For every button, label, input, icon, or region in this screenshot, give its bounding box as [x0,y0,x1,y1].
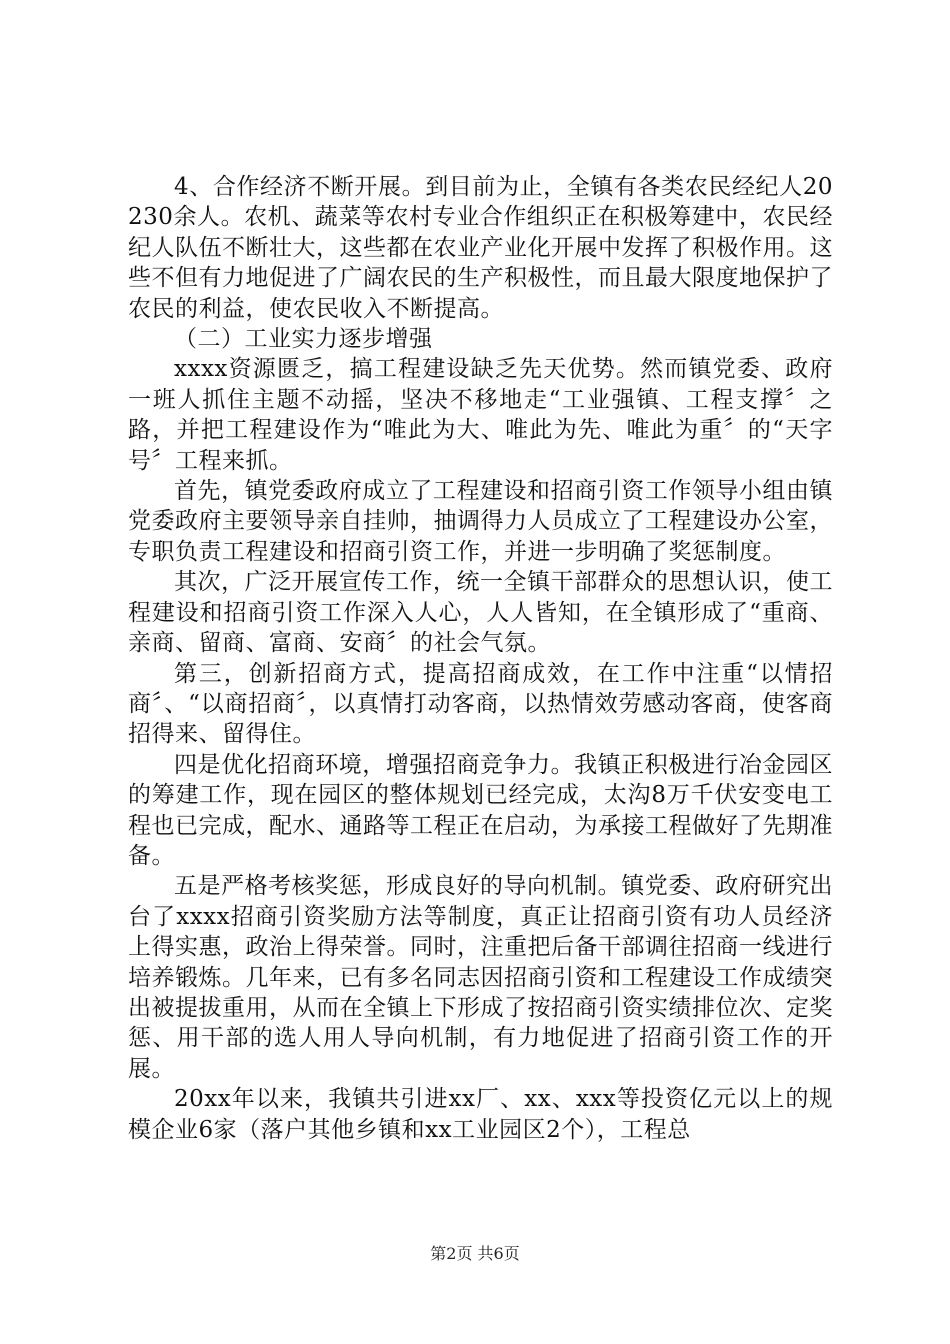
paragraph-resources: xxxx资源匮乏，搞工程建设缺乏先天优势。然而镇党委、政府一班人抓住主题不动摇，坚决不移地走“工业强镇、工程支撑〞之路，并把工程建设作为“唯此为大、唯此为先、唯此为重〞的“天字号〞工程来抓。 [128,356,833,474]
paragraph-cooperative-economy: 4、合作经济不断开展。到目前为止，全镇有各类农民经纪人20230余人。农机、蔬菜等农村专业合作组织正在积极筹建中，农民经纪人队伍不断壮大，这些都在农业产业化开展中发挥了积极作用。这些不但有力地促进了广阔农民的生产积极性，而且最大限度地保护了农民的利益，使农民收入不断提高。 [128,174,833,322]
paragraph-first: 首先，镇党委政府成立了工程建设和招商引资工作领导小组由镇党委政府主要领导亲自挂帅，抽调得力人员成立了工程建设办公室，专职负责工程建设和招商引资工作，并进一步明确了奖惩制度。 [128,478,833,565]
paragraph-second: 其次，广泛开展宣传工作，统一全镇干部群众的思想认识，使工程建设和招商引资工作深入人心，人人皆知，在全镇形成了“重商、亲商、留商、富商、安商〞的社会气氛。 [128,569,833,657]
paragraph-fourth: 四是优化招商环境，增强招商竞争力。我镇正积极进行冶金园区的筹建工作，现在园区的整体规划已经完成，太沟8万千伏安变电工程也已完成，配水、通路等工程正在启动，为承接工程做好了先期准备。 [128,751,833,869]
paragraph-third: 第三，创新招商方式，提高招商成效，在工作中注重“以情招商〞、“以商招商〞，以真情打动客商，以热情效劳感动客商，使客商招得来、留得住。 [128,660,833,748]
section-heading-industry: （二）工业实力逐步增强 [174,326,433,353]
page-number-footer: 第2页 共6页 [430,1244,520,1263]
paragraph-fifth: 五是严格考核奖惩，形成良好的导向机制。镇党委、政府研究出台了xxxx招商引资奖励方法等制度，真正让招商引资有功人员经济上得实惠，政治上得荣誉。同时，注重把后备干部调往招商一线进行培养锻炼。几年来，已有多名同志因招商引资和工程建设工作成绩突出被提拔重用，从而在全镇上下形成了按招商引资实绩排位次、定奖惩、用干部的选人用人导向机制，有力地促进了招商引资工作的开展。 [128,873,833,1082]
paragraph-since-20xx: 20xx年以来，我镇共引进xx厂、xx、xxx等投资亿元以上的规模企业6家（落户其他乡镇和xx工业园区2个），工程总 [128,1086,833,1143]
document-body [128,172,833,1145]
